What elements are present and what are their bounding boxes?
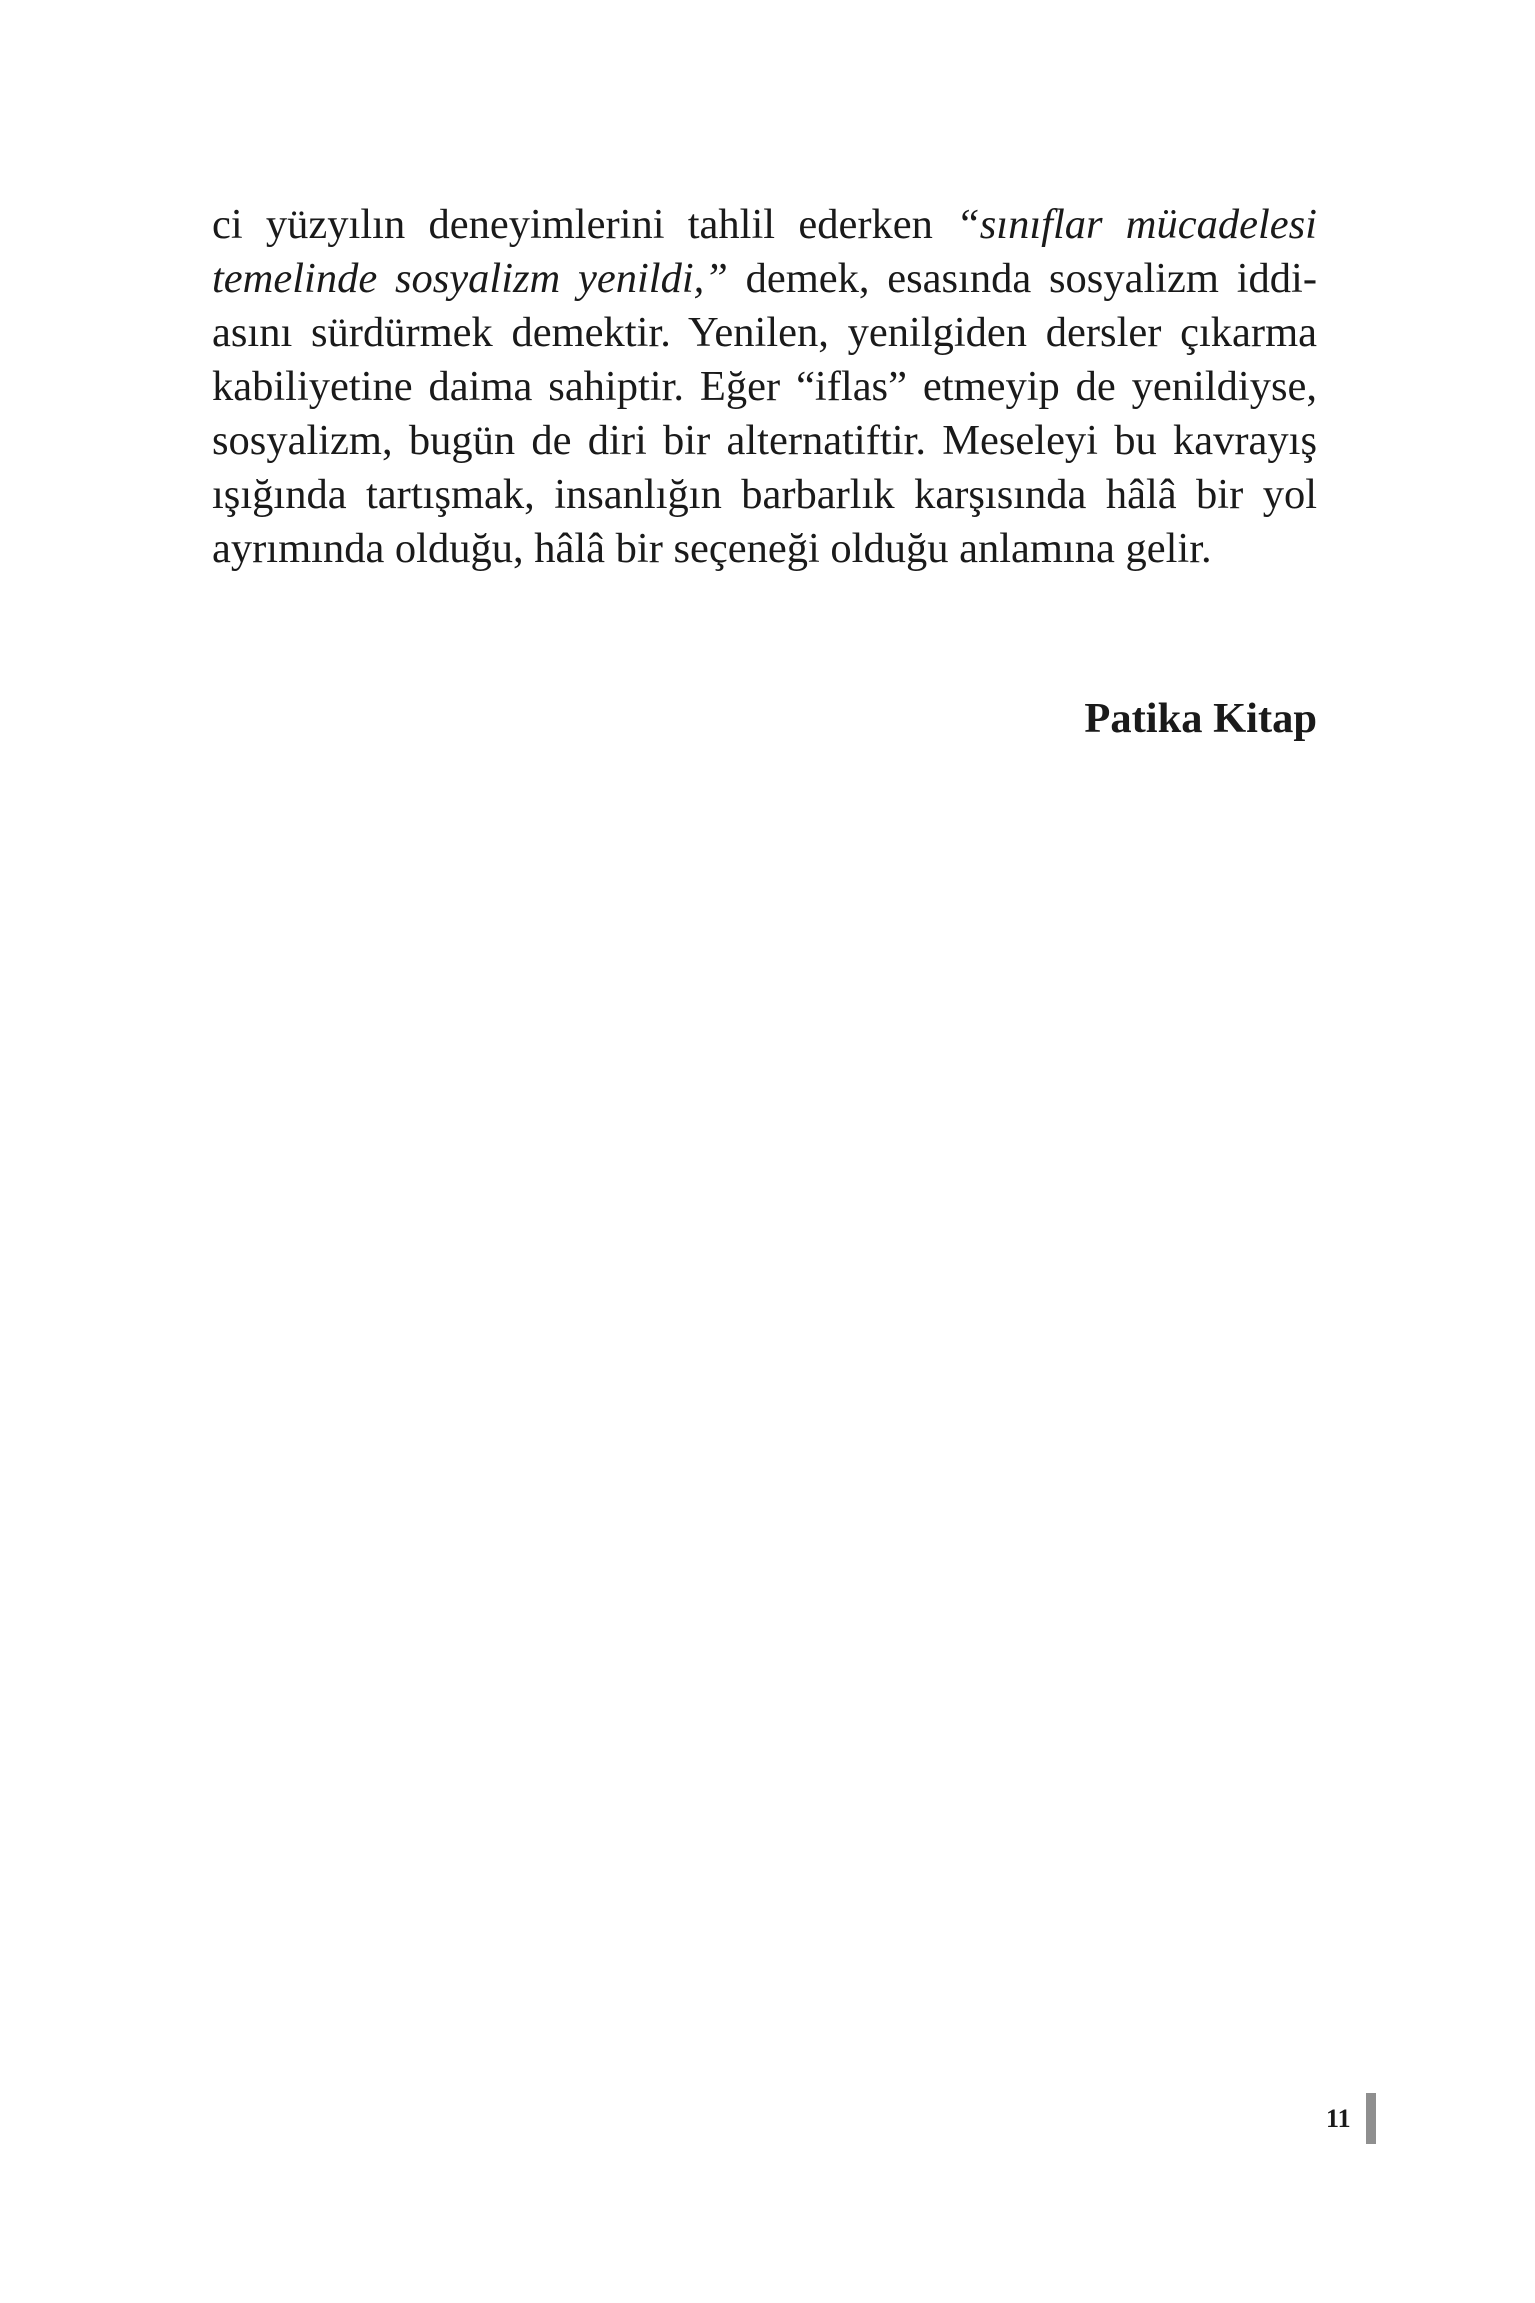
line-text: ayrımında olduğu, hâlâ bir seçeneği olduğu anlamına gelir.	[212, 525, 1212, 572]
paragraph-line	[212, 468, 1317, 522]
line-text: kabiliyetine daima sahiptir. Eğer “iflas” etmeyip de yenildiyse,	[212, 363, 1317, 410]
line-text: sosyalizm, bugün de diri bir alternatiftir. Meseleyi bu kavrayış	[212, 417, 1317, 464]
paragraph-line	[212, 198, 1317, 252]
line-text: asını sürdürmek demektir. Yenilen, yenilgiden dersler çıkarma	[212, 309, 1317, 356]
paragraph-line	[212, 414, 1317, 468]
page-number: 11	[1326, 2104, 1351, 2133]
paragraph-line	[212, 252, 1317, 306]
line-text: demek, esasında sosyalizm iddi-	[727, 255, 1317, 302]
paragraph-line	[212, 522, 1317, 576]
line-text: ışığında tartışmak, insanlığın barbarlık karşısında hâlâ bir yol	[212, 471, 1317, 518]
page-edge-marker	[1366, 2093, 1376, 2144]
line-text: ci yüzyılın deneyimlerini tahlil ederken	[212, 201, 957, 248]
italic-quote: temelinde sosyalizm yenildi,”	[212, 255, 728, 302]
body-paragraph	[212, 198, 1317, 576]
italic-quote: “sınıflar mücadelesi	[956, 201, 1317, 248]
publisher-signature: Patika Kitap	[1084, 695, 1317, 742]
paragraph-line	[212, 306, 1317, 360]
paragraph-line	[212, 360, 1317, 414]
